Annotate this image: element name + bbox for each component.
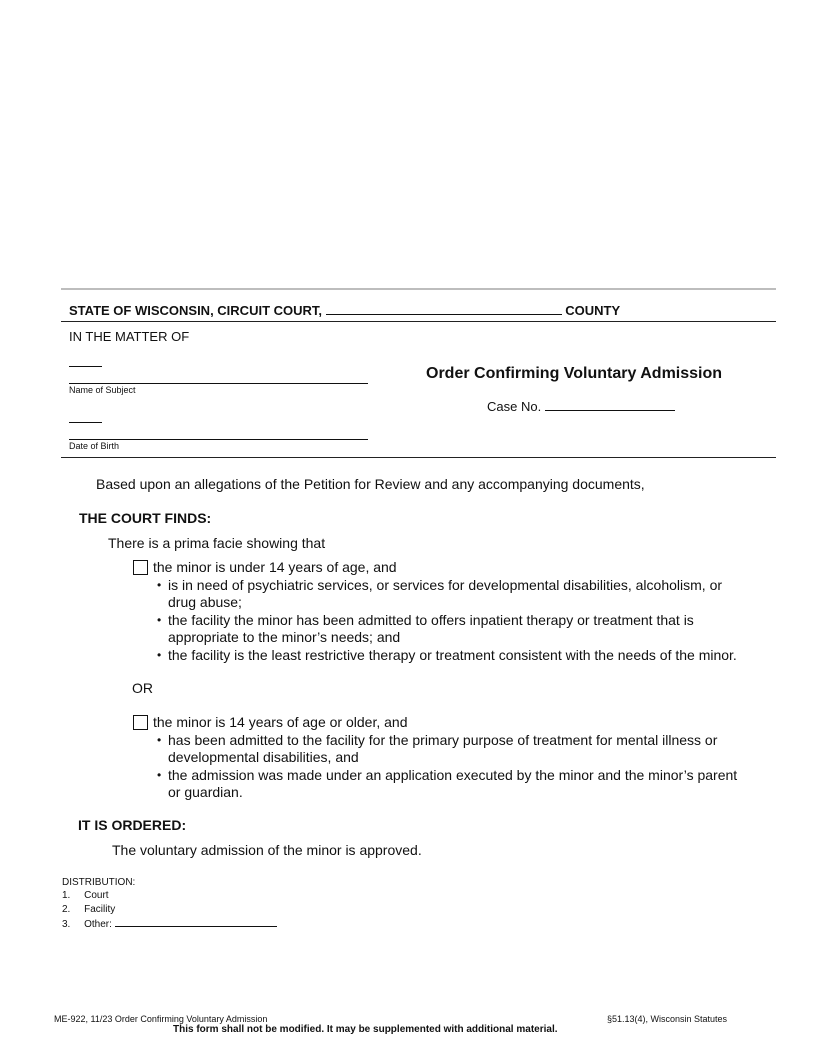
under-14-label: the minor is under 14 years of age, and bbox=[153, 559, 397, 575]
distribution-item bbox=[62, 904, 115, 915]
bullet-text: is in need of psychiatric services, or services for developmental disabilities, alcoholism, or bbox=[168, 577, 723, 593]
name-of-subject-field[interactable] bbox=[69, 383, 368, 384]
bullet-text: developmental disabilities, and bbox=[168, 749, 359, 765]
distribution-item-label: Facility bbox=[84, 904, 116, 915]
caption-bottom-rule bbox=[61, 457, 776, 458]
form-id: ME-922, 11/23 Order Confirming Voluntary Admission bbox=[54, 1014, 268, 1024]
court-finds-heading: THE COURT FINDS: bbox=[79, 510, 212, 526]
bullet-text: the facility the minor has been admitted to offers inpatient therapy or treatment that is bbox=[168, 612, 694, 628]
distribution-item-number: 2. bbox=[62, 904, 71, 915]
form-notice: This form shall not be modified. It may be supplemented with additional material. bbox=[173, 1024, 558, 1035]
it-is-ordered-heading: IT IS ORDERED: bbox=[78, 817, 187, 833]
bullet-icon: • bbox=[157, 733, 162, 747]
dob-prefix-line bbox=[69, 422, 102, 423]
bullet-text: drug abuse; bbox=[168, 594, 242, 610]
order-text: The voluntary admission of the minor is approved. bbox=[112, 842, 422, 858]
case-number bbox=[487, 398, 675, 414]
distribution-item-label: Other: bbox=[84, 919, 112, 930]
date-of-birth-label: Date of Birth bbox=[69, 441, 120, 451]
bullet-text: the facility is the least restrictive therapy or treatment consistent with the needs of the minor. bbox=[168, 647, 737, 663]
in-the-matter-of: IN THE MATTER OF bbox=[69, 329, 190, 344]
county-label: COUNTY bbox=[565, 303, 621, 318]
case-no-label: Case No. bbox=[487, 399, 542, 414]
name-prefix-line bbox=[69, 366, 102, 367]
bullet-icon: • bbox=[157, 578, 162, 592]
county-name-field[interactable] bbox=[326, 302, 562, 315]
distribution-title: DISTRIBUTION: bbox=[62, 877, 136, 888]
distribution-other-field[interactable] bbox=[115, 917, 277, 927]
under-14-checkbox[interactable] bbox=[133, 560, 148, 575]
name-of-subject-label: Name of Subject bbox=[69, 385, 136, 395]
form-title: Order Confirming Voluntary Admission bbox=[426, 365, 723, 382]
court-header bbox=[69, 302, 620, 318]
top-rule bbox=[61, 288, 776, 290]
date-of-birth-field[interactable] bbox=[69, 439, 368, 440]
or-separator: OR bbox=[132, 680, 153, 696]
distribution-item-number: 1. bbox=[62, 890, 71, 901]
distribution-item bbox=[62, 890, 109, 901]
bullet-text: has been admitted to the facility for the primary purpose of treatment for mental illness or bbox=[168, 732, 718, 748]
bullet-icon: • bbox=[157, 768, 162, 782]
bullet-icon: • bbox=[157, 648, 162, 662]
case-no-field[interactable] bbox=[545, 398, 675, 411]
intro-text: Based upon an allegations of the Petition for Review and any accompanying documents, bbox=[96, 476, 645, 492]
prima-facie-text: There is a prima facie showing that bbox=[108, 535, 326, 551]
over-14-label: the minor is 14 years of age or older, and bbox=[153, 714, 408, 730]
bullet-text: appropriate to the minor’s needs; and bbox=[168, 629, 401, 645]
header-rule bbox=[61, 321, 776, 322]
distribution-item-label: Court bbox=[84, 890, 109, 901]
bullet-icon: • bbox=[157, 613, 162, 627]
bullet-text: or guardian. bbox=[168, 784, 243, 800]
distribution-item bbox=[62, 917, 277, 930]
distribution-item-number: 3. bbox=[62, 919, 71, 930]
statute-reference: §51.13(4), Wisconsin Statutes bbox=[607, 1014, 728, 1024]
state-court-label: STATE OF WISCONSIN, CIRCUIT COURT, bbox=[69, 303, 323, 318]
over-14-checkbox[interactable] bbox=[133, 715, 148, 730]
bullet-text: the admission was made under an application executed by the minor and the minor’s parent bbox=[168, 767, 738, 783]
